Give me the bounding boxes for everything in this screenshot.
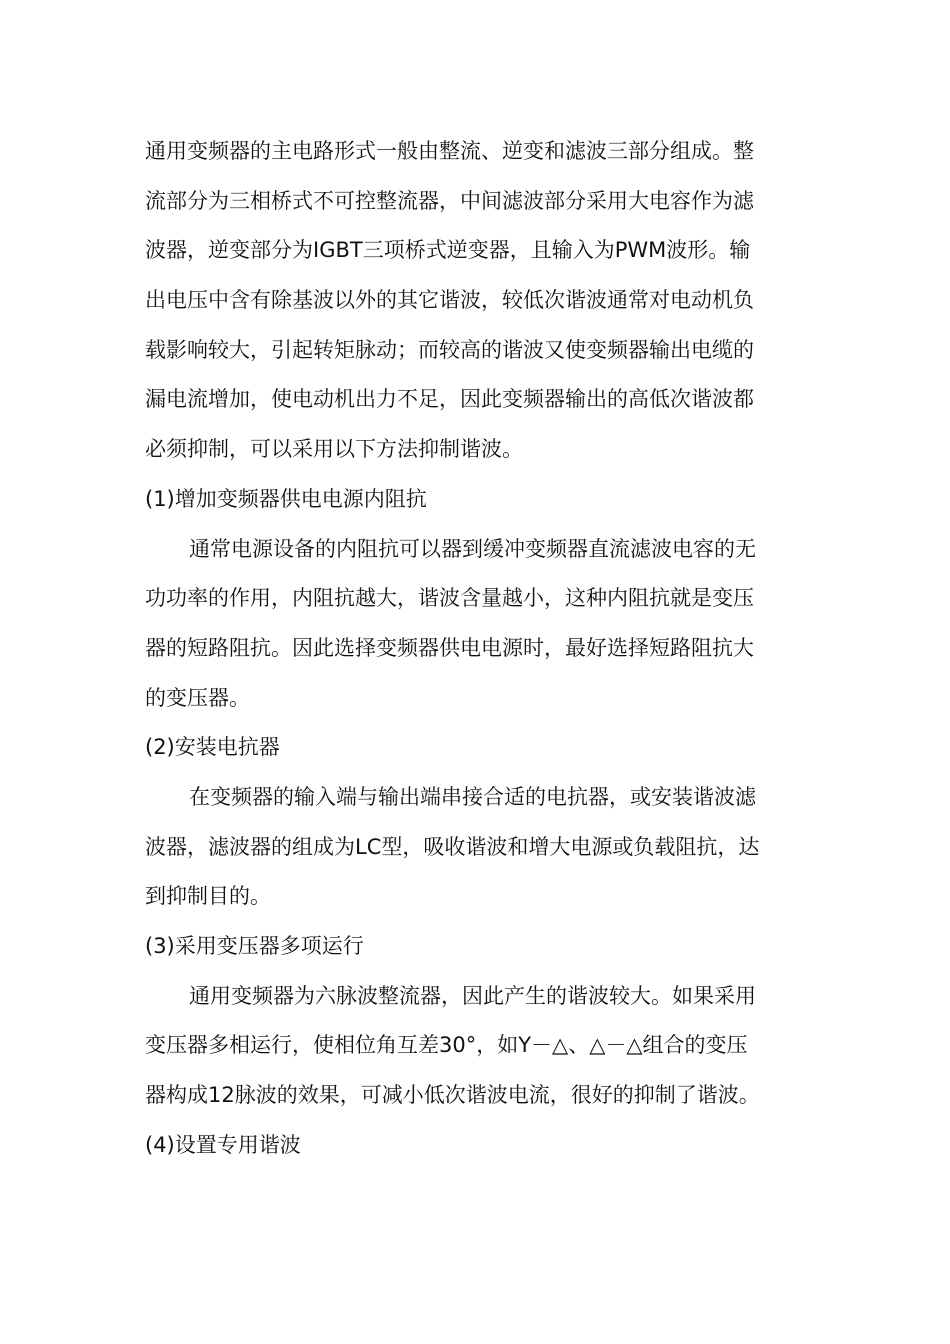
section-4 [145, 1121, 810, 1171]
section-1 [145, 475, 810, 723]
text-line: 出电压中含有除基波以外的其它谐波，较低次谐波通常对电动机负 [145, 288, 754, 313]
document-body [145, 127, 810, 1170]
section-heading: (1)增加变频器供电电源内阻抗 [145, 486, 427, 511]
text-line: 在变频器的输入端与输出端串接合适的电抗器，或安装谐波滤 [189, 784, 756, 809]
section-2 [145, 723, 810, 922]
text-line: 通常电源设备的内阻抗可以器到缓冲变频器直流滤波电容的无 [189, 536, 756, 561]
section-heading: (4)设置专用谐波 [145, 1132, 301, 1157]
text-line: 漏电流增加，使电动机出力不足，因此变频器输出的高低次谐波都 [145, 387, 754, 412]
section-heading: (2)安装电抗器 [145, 735, 280, 760]
text-line: 波器，滤波器的组成为LC型，吸收谐波和增大电源或负载阻抗，达 [145, 834, 760, 859]
text-line: 载影响较大，引起转矩脉动；而较高的谐波又使变频器输出电缆的 [145, 337, 754, 362]
text-line: 功功率的作用，内阻抗越大，谐波含量越小，这种内阻抗就是变压 [145, 586, 754, 611]
intro-paragraph [145, 127, 810, 475]
text-line: 通用变频器的主电路形式一般由整流、逆变和滤波三部分组成。整 [145, 139, 754, 163]
text-line: 必须抑制，可以采用以下方法抑制谐波。 [145, 437, 523, 462]
section-3 [145, 922, 810, 1121]
text-line: 通用变频器为六脉波整流器，因此产生的谐波较大。如果采用 [189, 983, 756, 1008]
text-line: 的变压器。 [145, 685, 250, 710]
text-line: 流部分为三相桥式不可控整流器，中间滤波部分采用大电容作为滤 [145, 188, 754, 213]
text-line: 波器，逆变部分为IGBT三项桥式逆变器，且输入为PWM波形。输 [145, 238, 751, 263]
text-line: 到抑制目的。 [145, 884, 271, 909]
text-line: 器构成12脉波的效果，可减小低次谐波电流，很好的抑制了谐波。 [145, 1083, 760, 1108]
text-line: 变压器多相运行，使相位角互差30°，如Y－△、△－△组合的变压 [145, 1033, 748, 1058]
text-line: 器的短路阻抗。因此选择变频器供电电源时，最好选择短路阻抗大 [145, 635, 754, 660]
section-heading: (3)采用变压器多项运行 [145, 934, 364, 958]
